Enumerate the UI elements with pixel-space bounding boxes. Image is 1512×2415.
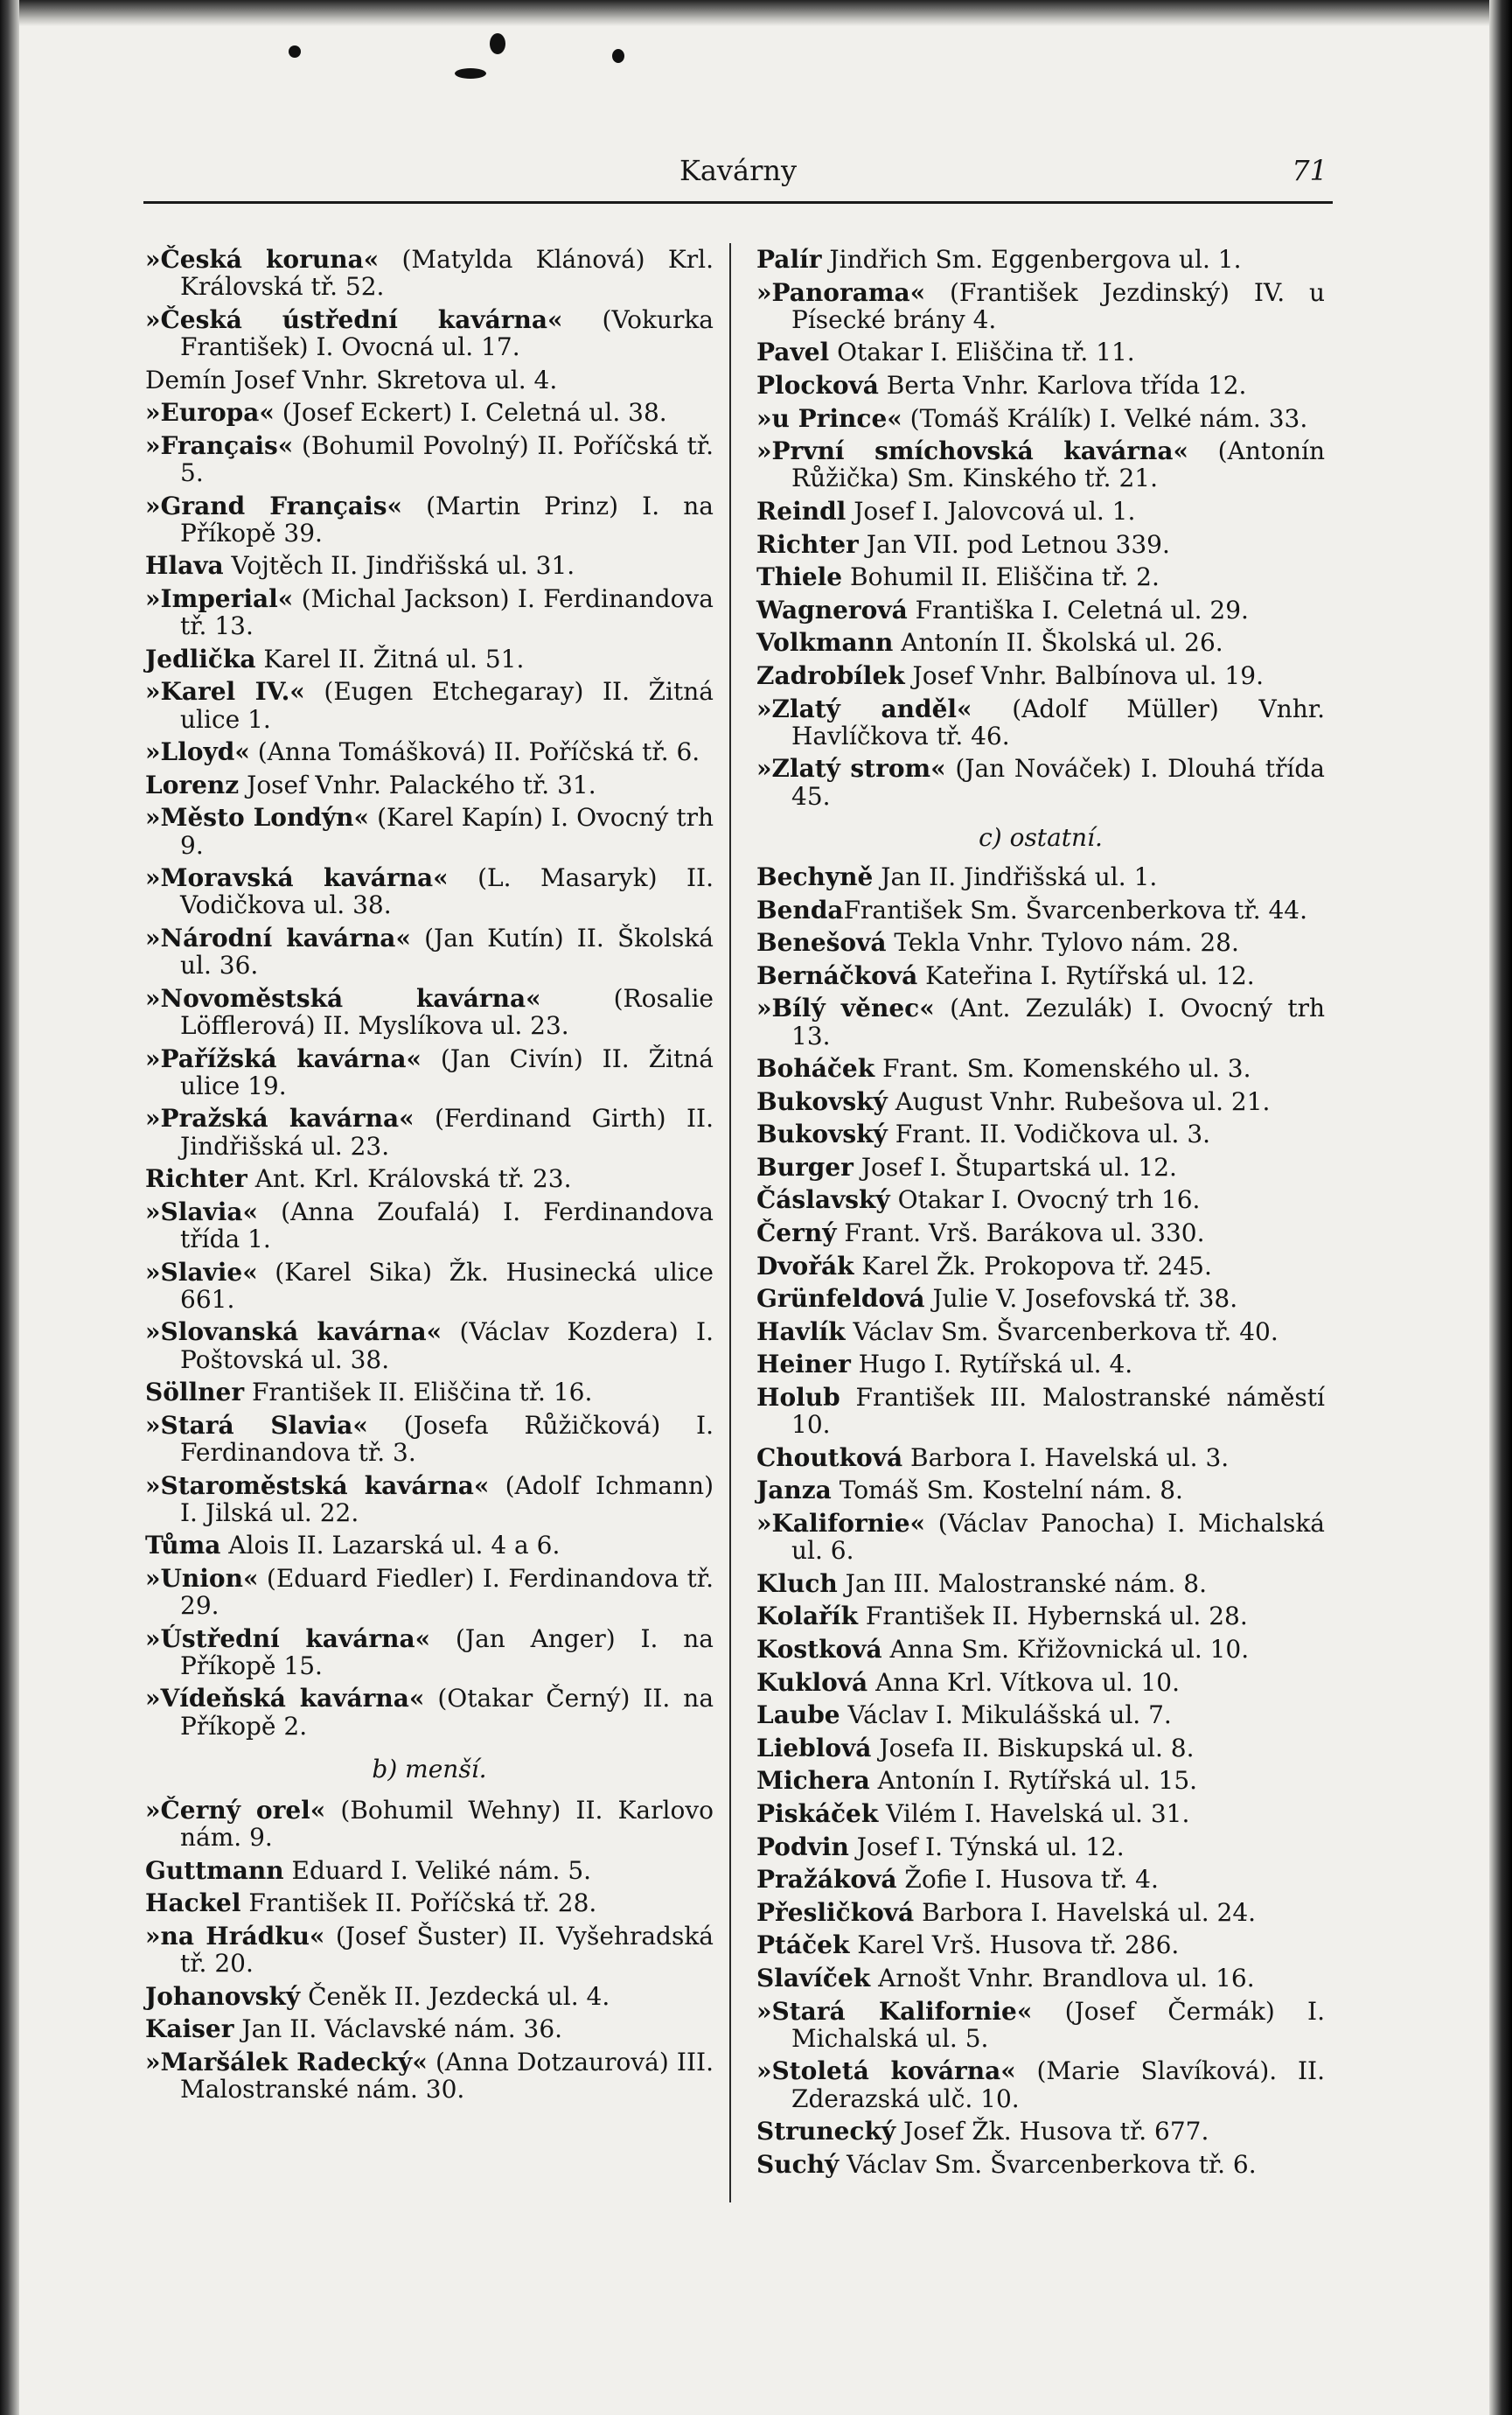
scan-edge-right [1489, 0, 1512, 2415]
directory-entry [756, 1767, 1325, 1794]
entry-name: Hackel [145, 1888, 241, 1918]
entry-details: Karel Vrš. Husova tř. 286. [849, 1930, 1180, 1960]
directory-entry [145, 1857, 714, 1884]
directory-entry [756, 1120, 1325, 1148]
directory-entry [756, 531, 1325, 558]
entry-name: Volkmann [756, 628, 894, 658]
directory-entry [756, 597, 1325, 624]
entry-name: Bukovský [756, 1120, 888, 1149]
entry-name: Podvin [756, 1832, 849, 1861]
entry-details: František Sm. Švarcenberkova tř. 44. [843, 895, 1308, 925]
directory-entry [145, 585, 714, 639]
directory-entry [145, 246, 714, 300]
entry-details: Otakar I. Ovocný trh 16. [889, 1185, 1201, 1215]
directory-entry [145, 1797, 714, 1851]
entry-details: Hugo I. Rytířská ul. 4. [850, 1350, 1133, 1379]
entry-name: Strunecký [756, 2117, 896, 2146]
entry-details: František II. Eliščina tř. 16. [244, 1378, 593, 1407]
directory-entry [145, 1198, 714, 1253]
entry-details: Barbora I. Havelská ul. 3. [902, 1442, 1230, 1472]
entry-details: (Eugen Etchegaray) II. Žitná ulice 1. [180, 677, 714, 734]
entry-name: »Union« [145, 1563, 259, 1593]
directory-entry [145, 552, 714, 579]
entry-name: Palír [756, 245, 822, 274]
ink-speck [289, 45, 301, 58]
directory-entry [756, 929, 1325, 956]
directory-entry [145, 2049, 714, 2103]
entry-name: »Slavia« [145, 1197, 259, 1226]
entry-details: František III. Malostranské náměstí 10. [791, 1383, 1325, 1440]
entry-name: »Europa« [145, 398, 275, 428]
directory-entry [756, 246, 1325, 273]
entry-name: »Maršálek Radecký« [145, 2048, 428, 2077]
entry-details: Václav I. Mikulášská ul. 7. [840, 1700, 1172, 1730]
directory-entry [145, 1889, 714, 1916]
entry-name: Slavíček [756, 1963, 871, 1993]
entry-name: »Lloyd« [145, 737, 250, 767]
directory-entry [756, 995, 1325, 1049]
directory-entry [756, 695, 1325, 750]
entry-name: Piskáček [756, 1798, 879, 1828]
entry-name: »Zlatý anděl« [756, 694, 972, 723]
directory-entry [756, 863, 1325, 890]
entry-details: (Josef Šuster) II. Vyšehradská tř. 20. [180, 1922, 714, 1979]
entry-details: Vojtěch II. Jindřišská ul. 31. [223, 551, 575, 581]
entry-details: Julie V. Josefovská tř. 38. [924, 1284, 1238, 1314]
directory-entry [756, 1800, 1325, 1827]
entry-details: (Josef Čermák) I. Michalská ul. 5. [791, 1996, 1325, 2053]
entry-details: Jan VII. pod Letnou 339. [858, 529, 1170, 559]
entry-name: »Français« [145, 430, 294, 460]
entry-details: (Jan Kutín) II. Školská ul. 36. [180, 923, 714, 981]
directory-entry [756, 437, 1325, 492]
entry-name: Thiele [756, 562, 843, 592]
entry-details: (Jan Nováček) I. Dlouhá třída 45. [791, 754, 1325, 811]
running-header [143, 149, 1333, 204]
directory-entry [756, 897, 1325, 924]
entry-name: Kostková [756, 1635, 882, 1665]
directory-entry [145, 1532, 714, 1559]
ink-speck [455, 68, 486, 79]
entry-name: Černý [756, 1218, 837, 1248]
entry-name: »Panorama« [756, 277, 926, 307]
scan-edge-left [0, 0, 19, 2415]
entry-details: Josef Vnhr. Palackého tř. 31. [239, 770, 596, 799]
directory-entry [756, 563, 1325, 590]
directory-entry [756, 2118, 1325, 2145]
entry-details: Frant. Vrš. Barákova ul. 330. [836, 1218, 1205, 1248]
page-title: Kavárny [679, 154, 798, 187]
directory-entry [756, 1998, 1325, 2052]
entry-details: (Josef Eckert) I. Celetná ul. 38. [274, 398, 667, 428]
directory-entry [145, 771, 714, 799]
entry-details: Josef Žk. Husova tř. 677. [895, 2117, 1209, 2146]
entry-name: Holub [756, 1383, 840, 1413]
entry-name: Laube [756, 1700, 840, 1730]
entry-name: »u Prince« [756, 403, 902, 433]
directory-entry [756, 1154, 1325, 1181]
entry-name: »Česká koruna« [145, 245, 380, 274]
directory-entry [756, 1602, 1325, 1630]
directory-entry [756, 372, 1325, 399]
entry-details: (Vokurka František) I. Ovocná ul. 17. [180, 304, 714, 361]
entry-name: »Černý orel« [145, 1796, 326, 1825]
entry-details: Čeněk II. Jezdecká ul. 4. [300, 1981, 610, 2011]
entry-details: (Václav Panocha) I. Michalská ul. 6. [791, 1509, 1325, 1566]
directory-entry [145, 646, 714, 673]
entry-name: Dvořák [756, 1251, 854, 1281]
directory-entry [756, 1318, 1325, 1345]
entry-name: »Kalifornie« [756, 1509, 926, 1539]
entry-name: Kuklová [756, 1667, 868, 1697]
entry-details: Bohumil II. Eliščina tř. 2. [842, 562, 1160, 592]
entry-name: Bukovský [756, 1086, 888, 1116]
entry-details: Anna Krl. Vítkova ul. 10. [867, 1667, 1181, 1697]
entry-name: »Moravská kavárna« [145, 863, 449, 893]
directory-entry [145, 1379, 714, 1406]
directory-entry [145, 1045, 714, 1099]
entry-name: »Imperial« [145, 583, 294, 613]
directory-entry [756, 1965, 1325, 1992]
entry-name: Pavel [756, 338, 830, 367]
entry-details: (Otakar Černý) II. na Příkopě 2. [180, 1684, 714, 1741]
entry-details: (Bohumil Wehny) II. Karlovo nám. 9. [180, 1796, 714, 1853]
directory-entry [756, 662, 1325, 689]
entry-details: Václav Sm. Švarcenberkova tř. 40. [845, 1316, 1279, 1346]
directory-entry [145, 1983, 714, 2010]
directory-entry [145, 864, 714, 918]
directory-entry [756, 1088, 1325, 1115]
column-divider [729, 243, 731, 2202]
directory-entry [756, 279, 1325, 333]
entry-details: Frant. Sm. Komenského ul. 3. [874, 1054, 1251, 1084]
directory-entry [756, 1570, 1325, 1597]
directory-entry [145, 1165, 714, 1192]
left-column [145, 246, 714, 2109]
cafe-list-large [145, 246, 714, 1740]
entry-details: (Josefa Růžičková) I. Ferdinandova tř. 3. [180, 1410, 714, 1467]
entry-name: »Vídeňská kavárna« [145, 1684, 425, 1714]
directory-entry [756, 1351, 1325, 1378]
entry-details: Vilém I. Havelská ul. 31. [878, 1798, 1190, 1828]
directory-entry [756, 1476, 1325, 1504]
entry-details: Jan II. Jindřišská ul. 1. [873, 862, 1158, 891]
entry-details: Tekla Vnhr. Tylovo nám. 28. [886, 928, 1239, 958]
directory-entry [756, 1444, 1325, 1471]
entry-details: Arnošt Vnhr. Brandlova ul. 16. [870, 1963, 1255, 1993]
directory-entry [145, 1472, 714, 1526]
entry-details: (Adolf Müller) Vnhr. Havlíčkova tř. 46. [791, 694, 1325, 750]
entry-name: »První smíchovská kavárna« [756, 436, 1189, 466]
entry-name: »Česká ústřední kavárna« [145, 304, 563, 334]
entry-details: Eduard I. Veliké nám. 5. [283, 1855, 592, 1885]
entry-name: Benešová [756, 928, 887, 958]
directory-entry [756, 1510, 1325, 1564]
directory-entry [756, 1833, 1325, 1860]
directory-entry [756, 1055, 1325, 1082]
entry-details: (Antonín Růžička) Sm. Kinského tř. 21. [791, 436, 1325, 493]
entry-name: »Pařížská kavárna« [145, 1043, 422, 1073]
entry-details: Josef I. Jalovcová ul. 1. [846, 496, 1136, 526]
entry-name: »Novoměstská kavárna« [145, 983, 541, 1013]
entry-name: Ptáček [756, 1930, 850, 1960]
entry-name: »Staroměstská kavárna« [145, 1470, 490, 1500]
entry-name: Pražáková [756, 1865, 897, 1895]
entry-details: (Tomáš Králík) I. Velké nám. 33. [902, 403, 1308, 433]
directory-entry [145, 1105, 714, 1159]
directory-entry [756, 1384, 1325, 1438]
entry-name: »Národní kavárna« [145, 923, 411, 953]
entry-name: Michera [756, 1766, 870, 1796]
entry-name: Kluch [756, 1568, 838, 1598]
entry-name: »Ústřední kavárna« [145, 1623, 431, 1653]
entry-name: Suchý [756, 2149, 840, 2179]
entry-details: (Rosalie Löfflerová) II. Myslíkova ul. 23. [180, 983, 714, 1040]
entry-details: (Marie Slavíková). II. Zderazská ulč. 10. [791, 2056, 1325, 2113]
entry-name: Lorenz [145, 770, 240, 799]
entry-details: (Martin Prinz) I. na Příkopě 39. [180, 491, 714, 548]
entry-details: Ant. Krl. Královská tř. 23. [247, 1164, 572, 1194]
directory-entry [145, 985, 714, 1039]
cafe-list-smaller [145, 1797, 714, 2103]
entry-details: Barbora I. Havelská ul. 24. [914, 1897, 1257, 1927]
entry-name: Bechyně [756, 862, 874, 891]
directory-entry [756, 1701, 1325, 1728]
directory-entry [145, 1259, 714, 1313]
directory-entry [756, 755, 1325, 809]
entry-name: »Stará Kalifornie« [756, 1996, 1033, 2026]
entry-details: Jan II. Václavské nám. 36. [233, 2014, 563, 2044]
entry-details: Kateřina I. Rytířská ul. 12. [917, 960, 1255, 990]
entry-name: »Grand Français« [145, 491, 402, 520]
entry-name: »Slovanská kavárna« [145, 1317, 442, 1347]
entry-details: (Matylda Klánová) Krl. Královská tř. 52. [180, 245, 714, 302]
entry-name: Přesličková [756, 1897, 915, 1927]
ink-speck [612, 49, 624, 63]
directory-entry [756, 1866, 1325, 1893]
entry-details: Tomáš Sm. Kostelní nám. 8. [831, 1476, 1183, 1505]
directory-entry [756, 1931, 1325, 1958]
directory-entry [145, 804, 714, 858]
directory-entry [756, 1285, 1325, 1312]
right-column [756, 246, 1325, 2183]
entry-details: (Anna Zoufalá) I. Ferdinandova třída 1. [180, 1197, 714, 1253]
entry-details: František II. Poříčská tř. 28. [240, 1888, 597, 1918]
entry-details: August Vnhr. Rubešova ul. 21. [887, 1086, 1271, 1116]
entry-name: Johanovský [145, 1981, 301, 2011]
entry-details: Františka I. Celetná ul. 29. [907, 595, 1249, 625]
entry-name: Lieblová [756, 1733, 872, 1762]
directory-entry [145, 399, 714, 426]
scan-edge-top [0, 0, 1512, 26]
entry-name: Kaiser [145, 2014, 234, 2044]
entry-name: Wagnerová [756, 595, 908, 625]
directory-entry [756, 2057, 1325, 2111]
section-heading-other: c) ostatní. [979, 822, 1103, 852]
entry-name: Čáslavský [756, 1185, 890, 1215]
entry-details: (Michal Jackson) I. Ferdinandova tř. 13. [180, 583, 714, 641]
entry-details: Žofie I. Husova tř. 4. [896, 1865, 1159, 1895]
entry-name: Benda [756, 895, 844, 925]
directory-entry [756, 1899, 1325, 1926]
directory-entry [145, 1625, 714, 1679]
entry-name: Plocková [756, 370, 879, 400]
entry-name: »Stará Slavia« [145, 1410, 368, 1440]
entry-details: (Ant. Zezulák) I. Ovocný trh 13. [791, 994, 1326, 1050]
entry-name: Boháček [756, 1054, 875, 1084]
entry-details: Karel II. Žitná ul. 51. [255, 644, 525, 674]
directory-entry [756, 498, 1325, 525]
directory-entry [756, 1186, 1325, 1213]
entry-details: (Anna Tomášková) II. Poříčská tř. 6. [249, 737, 700, 767]
entry-name: Guttmann [145, 1855, 284, 1885]
entry-details: Antonín I. Rytířská ul. 15. [869, 1766, 1198, 1796]
directory-entry [756, 629, 1325, 656]
entry-details: (Jan Civín) II. Žitná ulice 19. [180, 1043, 714, 1100]
entry-details: Frant. II. Vodičkova ul. 3. [887, 1120, 1211, 1149]
entry-details: (Karel Sika) Žk. Husinecká ulice 661. [180, 1257, 714, 1314]
directory-entry [145, 925, 714, 979]
entry-name: Grünfeldová [756, 1284, 925, 1314]
page-number: 71 [1292, 154, 1327, 187]
entry-name: Kolařík [756, 1602, 858, 1631]
entry-name: Burger [756, 1152, 854, 1182]
entry-name: Tůma [145, 1531, 221, 1560]
entry-details: Josef Vnhr. Balbínova ul. 19. [904, 660, 1264, 690]
entry-details: Demín Josef Vnhr. Skretova ul. 4. [145, 365, 558, 394]
entry-name: Havlík [756, 1316, 846, 1346]
directory-entry [756, 962, 1325, 989]
directory-entry [756, 405, 1325, 432]
entry-details: (L. Masaryk) II. Vodičkova ul. 38. [180, 863, 714, 920]
cafe-list-other [756, 863, 1325, 2178]
entry-name: Heiner [756, 1350, 851, 1379]
entry-name: Söllner [145, 1378, 245, 1407]
entry-name: Bernáčková [756, 960, 918, 990]
cafe-list-smaller-continued [756, 246, 1325, 810]
entry-details: Václav Sm. Švarcenberkova tř. 6. [839, 2149, 1257, 2179]
entry-details: (Karel Kapín) I. Ovocný trh 9. [180, 803, 714, 860]
directory-entry [145, 1318, 714, 1372]
entry-name: Janza [756, 1476, 832, 1505]
entry-name: Choutková [756, 1442, 903, 1472]
entry-name: »Zlatý strom« [756, 754, 946, 784]
directory-entry [756, 2151, 1325, 2178]
entry-name: Richter [145, 1164, 247, 1194]
entry-name: »Město Londýn« [145, 803, 370, 833]
entry-details: Alois II. Lazarská ul. 4 a 6. [220, 1531, 561, 1560]
directory-entry [145, 1565, 714, 1619]
directory-entry [145, 306, 714, 360]
directory-entry [145, 432, 714, 486]
entry-details: Antonín II. Školská ul. 26. [893, 628, 1223, 658]
entry-name: »Karel IV.« [145, 677, 305, 707]
directory-entry [145, 1412, 714, 1466]
entry-name: »Stoletá kovárna« [756, 2056, 1016, 2086]
directory-entry [756, 1636, 1325, 1663]
entry-details: Josef I. Týnská ul. 12. [848, 1832, 1125, 1861]
entry-details: (Ferdinand Girth) II. Jindřišská ul. 23. [180, 1104, 714, 1161]
entry-details: Josefa II. Biskupská ul. 8. [871, 1733, 1195, 1762]
entry-name: Richter [756, 529, 859, 559]
entry-details: Berta Vnhr. Karlova třída 12. [878, 370, 1247, 400]
directory-entry [756, 1219, 1325, 1246]
entry-details: Josef I. Štupartská ul. 12. [853, 1152, 1177, 1182]
directory-entry [145, 492, 714, 547]
entry-details: (Adolf Ichmann) I. Jilská ul. 22. [180, 1470, 714, 1527]
entry-name: »Pražská kavárna« [145, 1104, 415, 1134]
directory-entry [756, 1253, 1325, 1280]
directory-entry [145, 1685, 714, 1739]
ink-speck [490, 33, 505, 54]
directory-entry [145, 2015, 714, 2042]
entry-details: Otakar I. Eliščina tř. 11. [829, 338, 1135, 367]
entry-details: Anna Sm. Křižovnická ul. 10. [881, 1635, 1250, 1665]
entry-details: František II. Hybernská ul. 28. [857, 1602, 1248, 1631]
directory-entry [756, 339, 1325, 366]
directory-entry [145, 1923, 714, 1977]
directory-entry [145, 678, 714, 732]
entry-name: Zadrobílek [756, 660, 905, 690]
entry-details: (Bohumil Povolný) II. Poříčská tř. 5. [180, 430, 714, 487]
entry-name: Reindl [756, 496, 847, 526]
entry-details: Jindřich Sm. Eggenbergova ul. 1. [821, 245, 1242, 274]
entry-name: »Slavie« [145, 1257, 258, 1287]
entry-name: Hlava [145, 551, 224, 581]
directory-entry [756, 1669, 1325, 1696]
entry-name: »Bílý věnec« [756, 994, 935, 1023]
entry-name: »na Hrádku« [145, 1922, 325, 1951]
entry-name: Jedlička [145, 644, 256, 674]
entry-details: (Jan Anger) I. na Příkopě 15. [180, 1623, 714, 1680]
directory-entry [756, 1734, 1325, 1762]
entry-details: (Anna Dotzaurová) III. Malostranské nám. 30. [180, 2048, 714, 2104]
entry-details: (Václav Kozdera) I. Poštovská ul. 38. [180, 1317, 714, 1374]
section-heading-smaller: b) menší. [372, 1754, 487, 1783]
entry-details: (Eduard Fiedler) I. Ferdinandova tř. 29. [180, 1563, 714, 1621]
entry-details: Jan III. Malostranské nám. 8. [837, 1568, 1207, 1598]
entry-details: (František Jezdinský) IV. u Písecké brány 4. [791, 277, 1325, 334]
directory-entry [145, 738, 714, 765]
entry-details: Karel Žk. Prokopova tř. 245. [854, 1251, 1212, 1281]
directory-entry [145, 366, 714, 394]
